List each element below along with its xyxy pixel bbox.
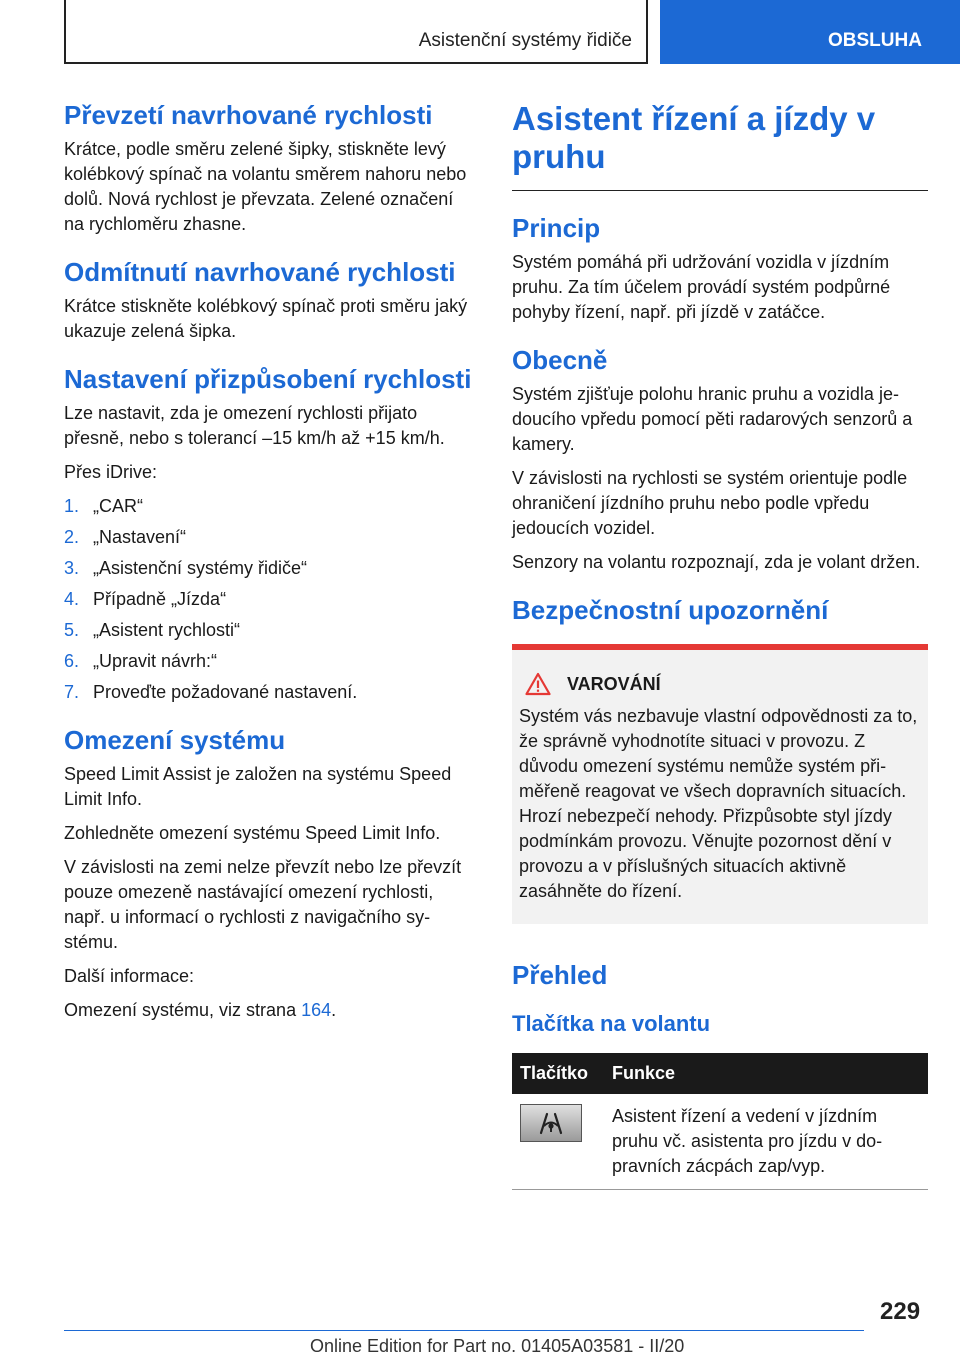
column-header: Tlačítko bbox=[512, 1053, 604, 1094]
paragraph: Speed Limit Assist je založen na systému Speed Limit Info. bbox=[64, 764, 452, 809]
section-adopt-speed bbox=[64, 100, 476, 237]
list-item bbox=[64, 680, 476, 705]
paragraph: Senzory na volantu rozpoznají, zda je volant držen. bbox=[512, 552, 921, 572]
step-text: „Nastavení“ bbox=[93, 527, 187, 547]
warning-header bbox=[519, 672, 920, 696]
section-title: Odmítnutí navrhované rychlosti bbox=[64, 257, 456, 287]
cross-reference-text: Omezení systému, viz strana bbox=[64, 1000, 302, 1020]
button-cell bbox=[512, 1094, 604, 1190]
table-row bbox=[512, 1094, 928, 1190]
column-header: Funkce bbox=[604, 1053, 928, 1094]
section-title: Obecně bbox=[512, 345, 608, 375]
paragraph: Lze nastavit, zda je omezení rychlosti přijato přesně, nebo s tolerancí –15 km/h až +15 km/h. bbox=[64, 403, 445, 448]
step-number: 5. bbox=[64, 620, 80, 640]
section-reject-speed bbox=[64, 257, 476, 344]
page-link[interactable]: 164 bbox=[301, 1000, 332, 1020]
header-box bbox=[64, 0, 648, 64]
table-header-row bbox=[512, 1053, 928, 1094]
paragraph: Systém pomáhá při udržování vozidla v jízdním pruhu. Za tím účelem provádí systém podpůrné pohyby řízení, např. při jízdě v zatáčce. bbox=[512, 252, 891, 322]
step-number: 4. bbox=[64, 589, 80, 609]
warning-box bbox=[512, 644, 928, 924]
section-title: Princip bbox=[512, 213, 601, 243]
step-number: 2. bbox=[64, 527, 80, 547]
page-title: Asistent řízení a jízdy v pruhu bbox=[512, 100, 876, 175]
step-text: „CAR“ bbox=[93, 496, 143, 516]
list-item bbox=[64, 649, 476, 674]
section-safety bbox=[512, 595, 928, 924]
step-number: 3. bbox=[64, 558, 80, 578]
section-title: Převzetí navrhované rychlosti bbox=[64, 100, 433, 130]
warning-text: Systém vás nezbavuje vlastní odpovědnosti za to, že správně vyhodnotíte situaci v provozu. Z důvodu omezení systému nemůže systém přiměřeně reagovat ve všech dopravních situacích. Hrozí nebezpečí nehody. Přizpůsobte styl jízdy podmínkám provozu. Věnujte pozornost dění v provozu a v příslušných situacích aktivně zasáhněte do řízení. bbox=[519, 706, 918, 901]
step-number: 1. bbox=[64, 496, 80, 516]
section-title: Bezpečnostní upozornění bbox=[512, 595, 829, 625]
list-item bbox=[64, 587, 476, 612]
section-system-limits bbox=[64, 725, 476, 1023]
right-column bbox=[512, 100, 928, 1190]
footer-edition: Online Edition for Part no. 01405A03581 - II/20 bbox=[310, 1336, 685, 1356]
step-text: „Asistent rychlosti“ bbox=[93, 620, 241, 640]
title-divider bbox=[512, 190, 928, 191]
list-item bbox=[64, 525, 476, 550]
warning-label: VAROVÁNÍ bbox=[567, 673, 661, 694]
paragraph bbox=[64, 998, 476, 1023]
page-number: 229 bbox=[880, 1298, 921, 1325]
paragraph: Systém zjišťuje polohu hranic pruhu a vozidla jedoucího vpředu pomocí pěti radarových senzorů a kamery. bbox=[512, 384, 913, 454]
section-general bbox=[512, 345, 928, 575]
section-title: Omezení systému bbox=[64, 725, 286, 755]
section-title: Přehled bbox=[512, 960, 608, 990]
paragraph: Krátce, podle směru zelené šipky, stiskněte levý kolébkový spínač na volantu směrem nahoru nebo dolů. Nová rychlost je převzata. Zelené označení na rychloměru zhasne. bbox=[64, 139, 467, 234]
left-column bbox=[64, 100, 476, 1043]
step-number: 7. bbox=[64, 682, 80, 702]
function-cell: Asistent řízení a vedení v jízdním pruhu vč. asistenta pro jízdu v dopravních zácpách zap/vyp. bbox=[604, 1094, 928, 1190]
paragraph: Další informace: bbox=[64, 966, 195, 986]
step-text: „Asistenční systémy řidiče“ bbox=[93, 558, 308, 578]
lane-assist-button-icon bbox=[520, 1104, 582, 1142]
warning-triangle-icon bbox=[525, 672, 551, 696]
punctuation: . bbox=[331, 1000, 337, 1020]
subsection-title: Tlačítka na volantu bbox=[512, 1011, 711, 1036]
section-speed-adaptation bbox=[64, 364, 476, 705]
paragraph: V závislosti na rychlosti se systém orientuje podle ohraničení jízdního pruhu nebo podle vpředu jedoucích vozidel. bbox=[512, 468, 908, 538]
step-number: 6. bbox=[64, 651, 80, 671]
list-item bbox=[64, 494, 476, 519]
section-tab[interactable]: OBSLUHA bbox=[660, 0, 960, 64]
step-text: „Upravit návrh:“ bbox=[93, 651, 218, 671]
footer-divider bbox=[64, 1330, 864, 1331]
section-title: Nastavení přizpůsobení rychlosti bbox=[64, 364, 472, 394]
step-text: Proveďte požadované nastavení. bbox=[93, 682, 358, 702]
step-text: Případně „Jízda“ bbox=[93, 589, 227, 609]
paragraph: V závislosti na zemi nelze převzít nebo lze převzít pouze omezeně nastávající omezení rychlosti, např. u informací o rychlosti z navigačního systému. bbox=[64, 857, 462, 952]
section-principle bbox=[512, 213, 928, 325]
list-item bbox=[64, 556, 476, 581]
section-overview bbox=[512, 960, 928, 1190]
buttons-table bbox=[512, 1053, 928, 1190]
paragraph: Přes iDrive: bbox=[64, 462, 158, 482]
list-item bbox=[64, 618, 476, 643]
steps-list bbox=[64, 494, 476, 705]
paragraph: Zohledněte omezení systému Speed Limit Info. bbox=[64, 823, 441, 843]
chapter-title: Asistenční systémy řidiče bbox=[418, 30, 632, 51]
paragraph: Krátce stiskněte kolébkový spínač proti směru jaký ukazuje zelená šipka. bbox=[64, 296, 468, 341]
